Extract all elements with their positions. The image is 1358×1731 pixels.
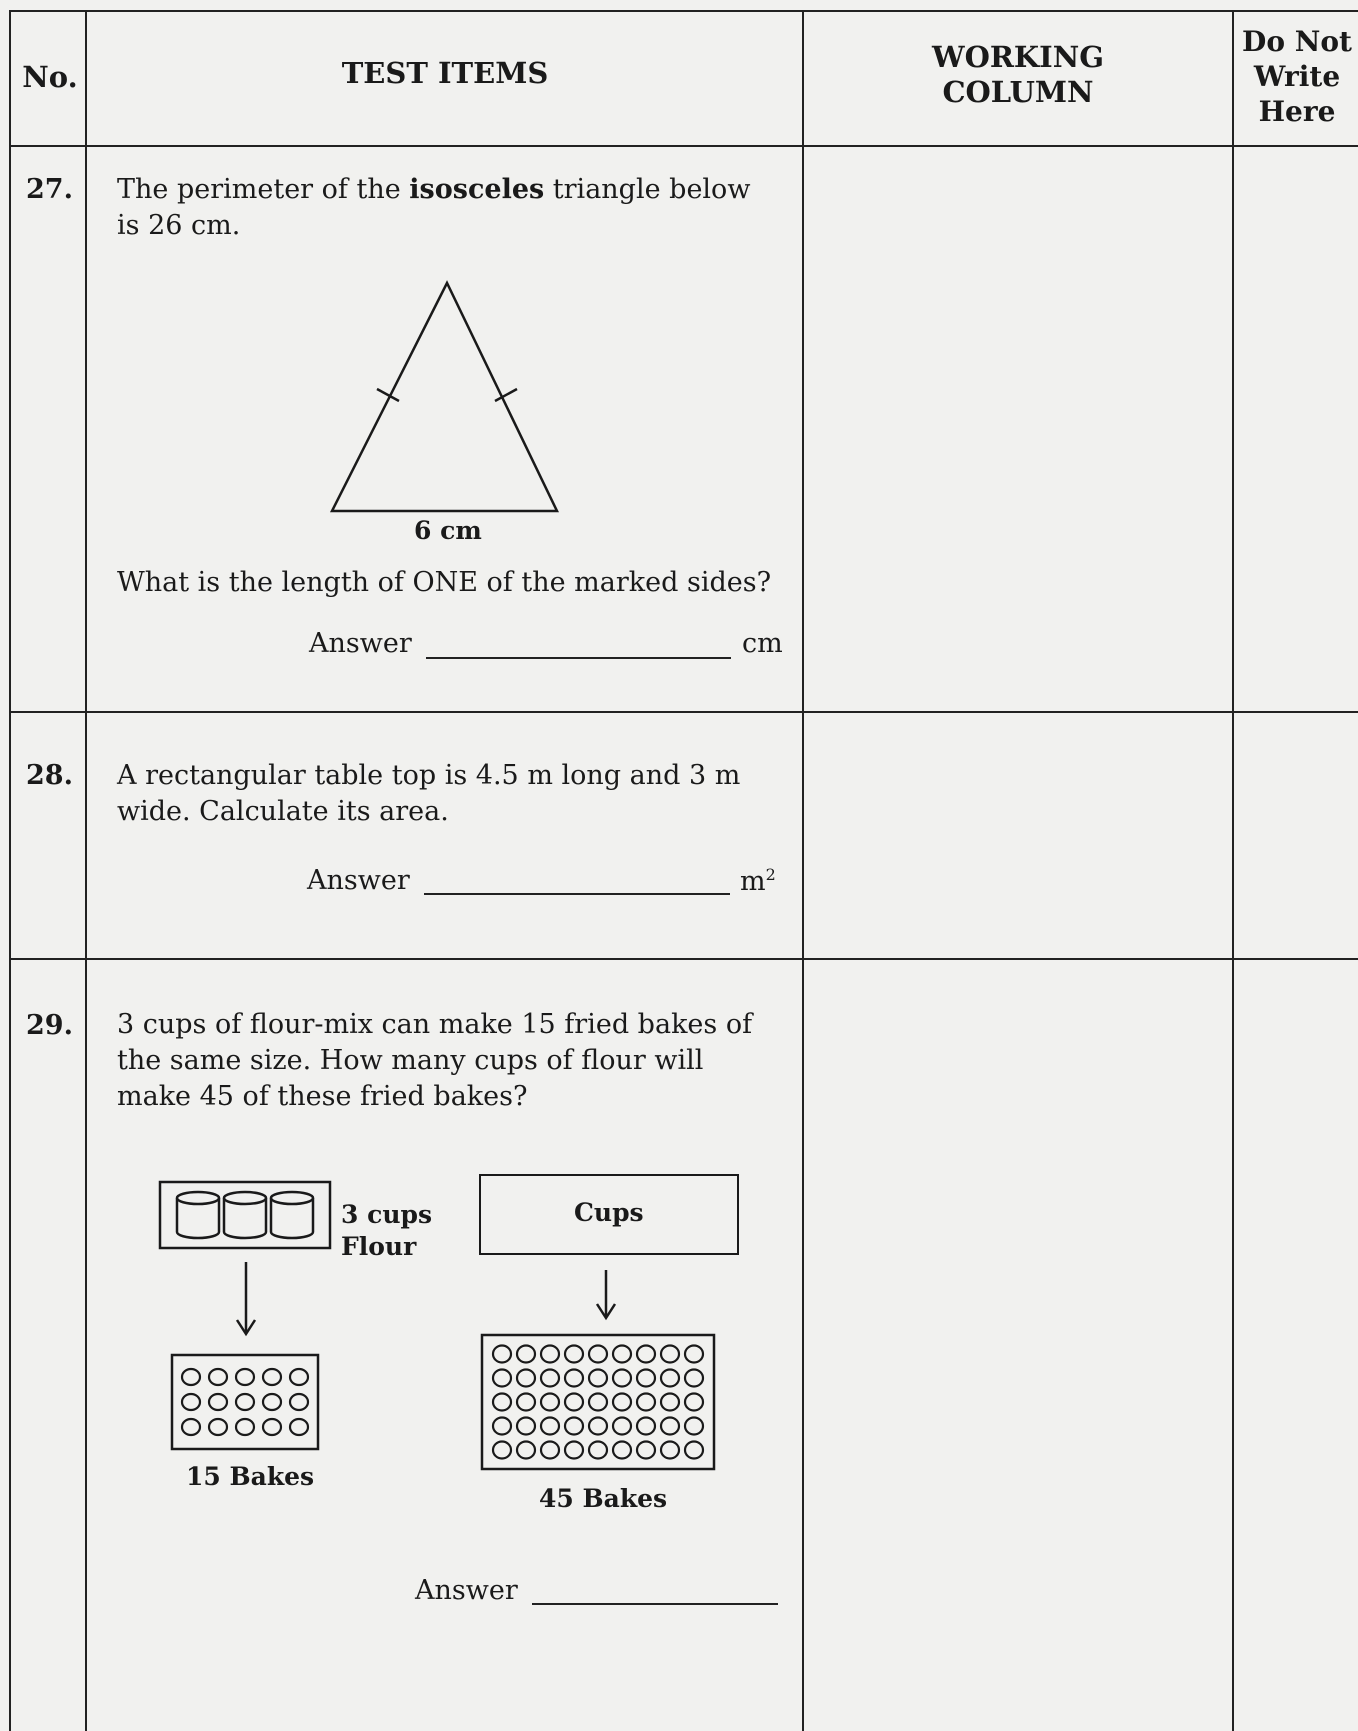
answer-line-29[interactable] xyxy=(532,1603,778,1605)
bakes-45-label: 45 Bakes xyxy=(539,1484,668,1513)
bake-circle xyxy=(589,1346,607,1363)
bake-circle xyxy=(263,1419,281,1435)
bake-circle xyxy=(661,1394,679,1411)
bake-circle xyxy=(209,1369,227,1385)
bake-circle xyxy=(589,1418,607,1435)
bake-circle xyxy=(685,1442,703,1459)
table-left-border xyxy=(9,10,11,1731)
down-arrow-right-icon xyxy=(594,1270,618,1320)
bake-circle xyxy=(493,1394,511,1411)
bake-circle xyxy=(637,1394,655,1411)
header-bottom-border xyxy=(9,145,1358,147)
bake-circle xyxy=(613,1346,631,1363)
question-27-prompt: What is the length of ONE of the marked sides? xyxy=(117,567,772,598)
tray-15-bakes xyxy=(171,1354,319,1450)
bake-circle xyxy=(493,1442,511,1459)
header-do-not-write-here: Do Not Write Here xyxy=(1242,25,1352,128)
bake-circle xyxy=(565,1442,583,1459)
bake-circle xyxy=(290,1394,308,1410)
cups-flour-label: 3 cups Flour xyxy=(341,1200,433,1261)
bake-circle xyxy=(541,1346,559,1363)
question-number-29: 29. xyxy=(26,1010,73,1041)
answer-label-28: Answer xyxy=(307,865,410,896)
bake-circle xyxy=(685,1370,703,1387)
bake-circle xyxy=(613,1394,631,1411)
tray-45-bakes xyxy=(481,1334,715,1470)
bake-circle xyxy=(565,1394,583,1411)
isosceles-triangle-figure xyxy=(320,275,580,515)
bake-circle xyxy=(517,1418,535,1435)
bake-circle xyxy=(541,1442,559,1459)
bake-circle xyxy=(685,1346,703,1363)
cup-icon-2 xyxy=(224,1192,266,1238)
bake-circle xyxy=(517,1370,535,1387)
question-27-text: The perimeter of the isosceles triangle below is 26 cm. xyxy=(117,174,751,241)
bake-circle xyxy=(661,1370,679,1387)
bake-circle xyxy=(209,1394,227,1410)
bake-circle xyxy=(263,1369,281,1385)
header-working-column: WORKING COLUMN xyxy=(932,40,1104,109)
bake-circle xyxy=(637,1442,655,1459)
bake-circle xyxy=(589,1394,607,1411)
answer-label-29: Answer xyxy=(415,1575,518,1606)
row-divider-28-29 xyxy=(9,958,1358,960)
bake-circle xyxy=(182,1419,200,1435)
bake-circle xyxy=(685,1418,703,1435)
row-divider-27-28 xyxy=(9,711,1358,713)
bake-circle xyxy=(637,1418,655,1435)
bake-circle xyxy=(613,1418,631,1435)
three-cups-box xyxy=(159,1181,331,1249)
bake-circle xyxy=(613,1442,631,1459)
bakes-15-label: 15 Bakes xyxy=(186,1462,315,1491)
answer-line-28[interactable] xyxy=(424,893,730,895)
bake-circle xyxy=(565,1370,583,1387)
bake-circle xyxy=(661,1346,679,1363)
bake-circle xyxy=(589,1370,607,1387)
bake-circle xyxy=(565,1418,583,1435)
bake-circle xyxy=(565,1346,583,1363)
bake-circle xyxy=(541,1370,559,1387)
answer-line-27[interactable] xyxy=(426,657,731,659)
header-test-items: TEST ITEMS xyxy=(341,56,549,90)
bake-circle xyxy=(517,1394,535,1411)
header-no: No. xyxy=(22,60,78,94)
bake-circle xyxy=(613,1370,631,1387)
triangle-base-label: 6 cm xyxy=(414,516,482,545)
bake-circle xyxy=(661,1418,679,1435)
bake-circle xyxy=(493,1370,511,1387)
down-arrow-left-icon xyxy=(234,1262,258,1336)
col-divider-no xyxy=(85,10,87,1731)
bake-circle xyxy=(517,1346,535,1363)
bake-circle xyxy=(263,1394,281,1410)
triangle-shape xyxy=(332,283,557,511)
col-divider-working xyxy=(1232,10,1234,1731)
question-number-27: 27. xyxy=(26,174,73,205)
table-top-border xyxy=(9,10,1358,12)
answer-unit-27: cm xyxy=(742,628,783,659)
bake-circle xyxy=(661,1442,679,1459)
cup-icon-3 xyxy=(271,1192,313,1238)
answer-label-27: Answer xyxy=(309,628,412,659)
bake-circle xyxy=(290,1419,308,1435)
bake-circle xyxy=(493,1346,511,1363)
bake-circle xyxy=(685,1394,703,1411)
bake-circle xyxy=(236,1394,254,1410)
bake-circle xyxy=(493,1418,511,1435)
bake-circle xyxy=(541,1418,559,1435)
bake-circle xyxy=(589,1442,607,1459)
question-29-text: 3 cups of flour-mix can make 15 fried bakes of the same size. How many cups of flour will make 45 of these fried bakes? xyxy=(117,1009,753,1112)
bake-circle xyxy=(182,1394,200,1410)
col-divider-items xyxy=(802,10,804,1731)
bake-circle xyxy=(637,1346,655,1363)
bake-circle xyxy=(236,1419,254,1435)
bake-circle xyxy=(541,1394,559,1411)
bake-circle xyxy=(236,1369,254,1385)
question-28-text: A rectangular table top is 4.5 m long and 3 m wide. Calculate its area. xyxy=(117,760,741,827)
answer-unit-28: $m^2$ xyxy=(740,865,776,897)
bake-circle xyxy=(182,1369,200,1385)
bake-circle xyxy=(517,1442,535,1459)
question-number-28: 28. xyxy=(26,760,73,791)
bake-circle xyxy=(290,1369,308,1385)
cup-icon-1 xyxy=(177,1192,219,1238)
bake-circle xyxy=(209,1419,227,1435)
cups-box-label: Cups xyxy=(574,1198,644,1227)
bake-circle xyxy=(637,1370,655,1387)
